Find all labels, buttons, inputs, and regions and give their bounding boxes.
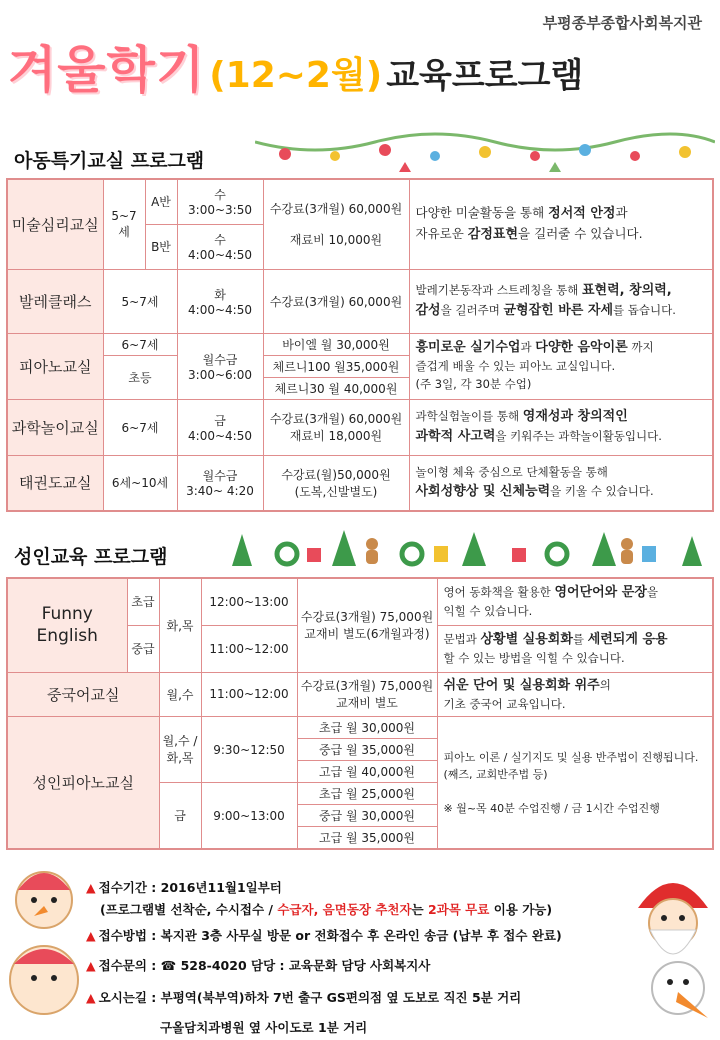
- piano-age-2: 초등: [103, 355, 177, 399]
- adult-piano-fee-2-2: 중급 월 30,000원: [297, 805, 437, 827]
- bell-icon: ▲: [86, 880, 96, 895]
- bell-icon: ▲: [86, 990, 96, 1005]
- snowman-icon: [4, 860, 84, 1040]
- piano-time: 3:00~6:00: [188, 367, 252, 382]
- chinese-class-name: 중국어교실: [7, 672, 159, 717]
- ballet-time: 4:00~4:50: [188, 302, 252, 317]
- science-time: 4:00~4:50: [188, 428, 252, 443]
- taekwondo-class-name: 태권도교실: [7, 455, 103, 511]
- taekwondo-age: 6세~10세: [103, 455, 177, 511]
- science-description: 과학실험놀이를 통해 영재성과 창의적인 과학적 사고력을 키워주는 과학놀이활동입니다.: [409, 399, 713, 455]
- title-period: (12~2월): [209, 55, 383, 96]
- art-group-b: B반: [145, 224, 177, 269]
- ballet-description: 발레기본동작과 스트레칭을 통해 표현력, 창의력, 감성을 길러주며 균형잡힌 바른 자세를 돕습니다.: [409, 269, 713, 333]
- page-title: [8, 30, 583, 102]
- adult-piano-description: 피아노 이론 / 실기지도 및 실용 반주법이 진행됩니다. (째즈, 교회반주법 등) ※ 월~목 40분 수업진행 / 금 1시간 수업진행: [437, 717, 713, 849]
- science-material-fee: 재료비 18,000원: [289, 429, 383, 443]
- art-time-a: 3:00~3:50: [188, 203, 252, 218]
- english-description-2: 문법과 상황별 실용회화를 세련되게 응용 할 수 있는 방법을 익힐 수 있습니다.: [437, 625, 713, 672]
- english-day: 화,목: [159, 578, 201, 672]
- adult-piano-time-2: 9:00~13:00: [201, 783, 297, 849]
- ballet-class-name: 발레클래스: [7, 269, 103, 333]
- kids-program-table: [6, 178, 714, 512]
- english-time-2: 11:00~12:00: [201, 625, 297, 672]
- note-directions-2: 구올담치과병원 옆 사이도로 1분 거리: [160, 1020, 368, 1035]
- note-registration-period: ▲ 접수기간 : 2016년11월1일부터: [86, 880, 282, 895]
- english-level-1: 초급: [127, 578, 159, 625]
- art-group-a: A반: [145, 179, 177, 224]
- piano-fee-1: 바이엘 월 30,000원: [263, 333, 409, 355]
- adult-piano-fee-2-1: 초급 월 25,000원: [297, 783, 437, 805]
- art-class-name: 미술심리교실: [7, 179, 103, 269]
- bell-icon: ▲: [86, 958, 96, 973]
- garland-ornament-icon: [255, 132, 715, 182]
- santa-icon: [628, 868, 718, 1038]
- adults-program-table: [6, 577, 714, 850]
- kids-section-title: 아동특기교실 프로그램: [14, 150, 205, 172]
- ballet-age: 5~7세: [103, 269, 177, 333]
- english-fee: 수강료(3개월) 75,000원: [300, 610, 434, 625]
- taekwondo-fee: 수강료(월)50,000원: [281, 467, 391, 482]
- bell-icon: ▲: [86, 928, 96, 943]
- english-book-fee: 교재비 별도(6개월과정): [304, 627, 430, 642]
- piano-age-1: 6~7세: [103, 333, 177, 355]
- english-level-2: 중급: [127, 625, 159, 672]
- adult-piano-fee-2-3: 고급 월 35,000원: [297, 827, 437, 849]
- chinese-time: 11:00~12:00: [201, 672, 297, 717]
- adult-piano-fee-1-2: 중급 월 35,000원: [297, 739, 437, 761]
- chinese-book-fee: 교재비 별도: [336, 696, 398, 711]
- adult-piano-fee-1-3: 고급 월 40,000원: [297, 761, 437, 783]
- english-class-name: Funny English: [7, 578, 127, 672]
- taekwondo-day: 월수금: [202, 469, 238, 484]
- ballet-day: 화: [214, 287, 226, 302]
- piano-day: 월수금: [202, 352, 238, 367]
- ballet-fee: 수강료(3개월) 60,000원: [263, 269, 409, 333]
- adult-piano-class-name: 성인피아노교실: [7, 717, 159, 849]
- piano-fee-3: 체르니30 월 40,000원: [263, 377, 409, 399]
- adult-piano-time-1: 9:30~12:50: [201, 717, 297, 783]
- christmas-tree-icon: [212, 524, 712, 574]
- note-directions: ▲ 오시는길 : 부평역(북부역)하차 7번 출구 GS편의점 옆 도보로 직진 5분 거리: [86, 990, 522, 1005]
- science-day: 금: [214, 413, 226, 428]
- adult-piano-fee-1-1: 초급 월 30,000원: [297, 717, 437, 739]
- note-registration-method: ▲ 접수방법 : 복지관 3층 사무실 방문 or 전화접수 후 온라인 송금 (납부 후 접수 완료): [86, 928, 562, 943]
- art-time-b: 4:00~4:50: [188, 248, 252, 262]
- science-class-name: 과학놀이교실: [7, 399, 103, 455]
- taekwondo-extra: (도복,신발별도): [294, 484, 378, 499]
- title-rest: 교육프로그램: [386, 56, 584, 96]
- adults-section-title: 성인교육 프로그램: [14, 546, 168, 568]
- org-name: 부평종부종합사회복지관: [542, 14, 702, 32]
- taekwondo-time: 3:40~ 4:20: [186, 484, 254, 499]
- english-description-1: 영어 동화책을 활용한 영어단어와 문장을 익힐 수 있습니다.: [437, 578, 713, 625]
- english-time-1: 12:00~13:00: [201, 578, 297, 625]
- taekwondo-description: 놀이형 체육 중심으로 단체활동을 통해 사회성향상 및 신체능력을 키울 수 있습니다.: [409, 455, 713, 511]
- art-day-a: 수: [214, 188, 226, 203]
- title-main: 겨울학기: [8, 41, 206, 99]
- note-registration-detail: (프로그램별 선착순, 수시접수 / 수급자, 음면동장 추천자는 2과목 무료 이용 가능): [100, 902, 553, 917]
- art-age: 5~7세: [103, 179, 145, 269]
- chinese-day: 월,수: [159, 672, 201, 717]
- science-fee: 수강료(3개월) 60,000원: [269, 412, 403, 426]
- chinese-description: 쉬운 단어 및 실용회화 위주의 기초 중국어 교육입니다.: [437, 672, 713, 717]
- chinese-fee: 수강료(3개월) 75,000원: [300, 679, 434, 694]
- art-fee: 수강료(3개월) 60,000원: [269, 202, 403, 217]
- adult-piano-day-2: 금: [159, 783, 201, 849]
- piano-fee-2: 체르니100 월35,000원: [263, 355, 409, 377]
- art-material-fee: 재료비 10,000원: [289, 233, 383, 248]
- art-description: 다양한 미술활동을 통해 정서적 안정과 자유로운 감정표현을 길러줄 수 있습니다.: [409, 179, 713, 269]
- adult-piano-day-1: 월,수 / 화,목: [159, 717, 201, 783]
- science-age: 6~7세: [103, 399, 177, 455]
- piano-description: 흥미로운 실기수업과 다양한 음악이론 까지 즐겁게 배울 수 있는 피아노 교실입니다. (주 3일, 각 30분 수업): [409, 333, 713, 399]
- note-inquiry: ▲ 접수문의 : ☎ 528-4020 담당 : 교육문화 담당 사회복지사: [86, 958, 431, 973]
- art-day-b: 수: [214, 233, 226, 247]
- phone-icon: ☎: [160, 958, 177, 973]
- piano-class-name: 피아노교실: [7, 333, 103, 399]
